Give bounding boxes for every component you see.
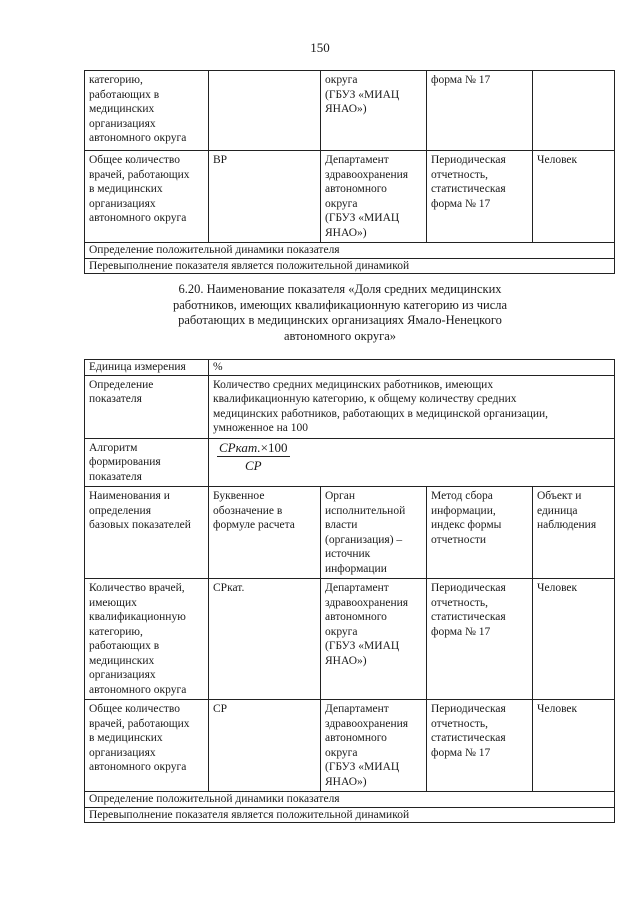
unit-row	[85, 360, 615, 376]
text-line: Объект и	[537, 490, 582, 502]
text-line: Периодическая	[431, 154, 506, 166]
base-indicator-name	[85, 579, 209, 700]
formula-denominator: СР	[244, 458, 262, 473]
collection-method	[427, 700, 533, 792]
header-method	[427, 487, 533, 579]
text-line: округа	[325, 625, 358, 638]
text-line: информации	[325, 562, 387, 575]
text-line: категорию,	[89, 74, 143, 86]
collection-method	[427, 71, 533, 151]
text-line: здравоохранения	[325, 168, 409, 181]
text-line: умноженное на 100	[213, 422, 308, 434]
text-line: показателя	[89, 470, 142, 483]
text-line: Наименования и	[89, 490, 170, 502]
text-line: статистическая	[431, 183, 506, 195]
text-line: в медицинских	[89, 732, 163, 744]
algorithm-row	[85, 438, 615, 487]
text-line: автономного округа»	[283, 328, 396, 343]
table-row	[85, 151, 615, 243]
text-line: Периодическая	[431, 582, 506, 594]
text-line: отчетности	[431, 533, 487, 546]
base-indicator-name	[85, 151, 209, 243]
text-line: автономного округа	[89, 683, 187, 696]
text-line: (ГБУЗ «МИАЦ	[325, 88, 400, 101]
text-line: врачей, работающих	[89, 168, 190, 181]
dynamics-definition-row	[85, 243, 615, 259]
table-row	[85, 71, 615, 151]
text-line: формуле расчета	[213, 519, 295, 531]
text-line: форма № 17	[431, 197, 491, 210]
formula-multiplier: ×100	[260, 439, 288, 455]
formula-numerator-var: СРкат.	[219, 439, 261, 455]
text-line: квалификационную	[89, 611, 186, 623]
text-line: в медицинских	[89, 183, 163, 195]
source-organ	[321, 71, 427, 151]
formula-fraction	[217, 441, 290, 474]
page-number: 150	[310, 40, 330, 55]
text-line: Количество средних медицинских работников, имеющих	[213, 378, 494, 391]
text-line: обозначение в	[213, 504, 283, 517]
section-heading	[120, 282, 560, 344]
dynamics-definition: Определение положительной динамики показателя	[85, 792, 615, 808]
text-line: форма № 17	[431, 74, 491, 86]
text-line: Алгоритм	[89, 441, 138, 454]
text-line: информации,	[431, 504, 496, 517]
text-line: организациях	[89, 117, 156, 130]
text-line: медицинских	[89, 654, 155, 667]
text-line: медицинских	[89, 103, 155, 115]
formula-code: ВР	[209, 151, 321, 243]
header-object	[533, 487, 615, 579]
text-line: (ГБУЗ «МИАЦ	[325, 212, 400, 224]
observation-object	[533, 71, 615, 151]
source-organ	[321, 700, 427, 792]
text-line: формирования	[89, 456, 161, 468]
text-line: определения	[89, 504, 152, 517]
text-line: (ГБУЗ «МИАЦ	[325, 761, 400, 773]
text-line: (ГБУЗ «МИАЦ	[325, 640, 400, 652]
text-line: Департамент	[325, 582, 389, 594]
text-line: индекс формы	[431, 519, 502, 531]
text-line: Орган	[325, 490, 356, 502]
text-line: округа	[325, 74, 358, 86]
text-line: автономного округа	[89, 212, 187, 224]
definition-value	[209, 375, 615, 438]
definition-row	[85, 375, 615, 438]
dynamics-text: Перевыполнение показателя является положительной динамикой	[85, 807, 615, 823]
text-line: работающих в медицинских организациях Ямало-Ненецкого	[178, 313, 502, 327]
text-line: статистическая	[431, 611, 506, 623]
formula-numerator	[217, 441, 290, 458]
text-line: статистическая	[431, 732, 506, 744]
observation-object: Человек	[533, 151, 615, 243]
text-line: медицинских работников, работающих в медицинской организации,	[213, 407, 549, 420]
unit-label: Единица измерения	[85, 360, 209, 376]
algorithm-label	[85, 438, 209, 487]
text-line: базовых показателей	[89, 519, 191, 531]
text-line: Буквенное	[213, 490, 265, 502]
text-line: ЯНАО»)	[325, 775, 367, 788]
text-line: отчетность,	[431, 596, 488, 609]
base-indicator-name	[85, 71, 209, 151]
formula-code: СРкат.	[209, 579, 321, 700]
text-line: округа	[325, 746, 358, 759]
text-line: автономного	[325, 611, 387, 623]
text-line: отчетность,	[431, 717, 488, 730]
text-line: 6.20. Наименование показателя «Доля средних медицинских	[178, 282, 502, 296]
header-organ	[321, 487, 427, 579]
algorithm-formula	[209, 438, 615, 487]
dynamics-text-row	[85, 807, 615, 823]
indicator-table-continued	[84, 70, 615, 274]
text-line: форма № 17	[431, 625, 491, 638]
collection-method	[427, 151, 533, 243]
text-line: Определение	[89, 378, 154, 391]
indicator-table	[84, 359, 615, 823]
text-line: здравоохранения	[325, 717, 409, 730]
text-line: Метод сбора	[431, 490, 493, 502]
text-line: власти	[325, 519, 358, 531]
text-line: работающих в	[89, 88, 160, 101]
header-code	[209, 487, 321, 579]
text-line: автономного округа	[89, 132, 187, 144]
dynamics-text: Перевыполнение показателя является положительной динамикой	[85, 258, 615, 274]
table-row	[85, 700, 615, 792]
header-name	[85, 487, 209, 579]
text-line: источник	[325, 548, 371, 560]
text-line: Периодическая	[431, 703, 506, 715]
text-line: форма № 17	[431, 746, 491, 759]
text-line: категорию,	[89, 625, 143, 638]
text-line: ЯНАО»)	[325, 103, 367, 115]
text-line: наблюдения	[537, 519, 597, 531]
text-line: здравоохранения	[325, 596, 409, 609]
text-line: организациях	[89, 197, 156, 210]
table-row	[85, 579, 615, 700]
text-line: (организация) –	[325, 533, 403, 546]
text-line: организациях	[89, 669, 156, 681]
source-organ	[321, 151, 427, 243]
text-line: Общее количество	[89, 703, 180, 715]
text-line: автономного	[325, 183, 387, 195]
observation-object: Человек	[533, 700, 615, 792]
text-line: работающих в	[89, 640, 160, 652]
dynamics-definition-row	[85, 792, 615, 808]
text-line: ЯНАО»)	[325, 226, 367, 239]
base-indicator-name	[85, 700, 209, 792]
dynamics-definition: Определение положительной динамики показателя	[85, 243, 615, 259]
text-line: врачей, работающих	[89, 717, 190, 730]
observation-object: Человек	[533, 579, 615, 700]
source-organ	[321, 579, 427, 700]
formula-code	[209, 71, 321, 151]
text-line: квалификационную категорию, к общему количеству средних	[213, 393, 517, 405]
text-line: Количество врачей,	[89, 582, 185, 594]
text-line: Общее количество	[89, 154, 180, 166]
text-line: единица	[537, 504, 578, 517]
text-line: организациях	[89, 746, 156, 759]
definition-label	[85, 375, 209, 438]
text-line: округа	[325, 197, 358, 210]
text-line: автономного округа	[89, 761, 187, 773]
text-line: исполнительной	[325, 504, 406, 517]
header-row	[85, 487, 615, 579]
collection-method	[427, 579, 533, 700]
text-line: автономного	[325, 732, 387, 744]
text-line: Департамент	[325, 703, 389, 715]
dynamics-text-row	[85, 258, 615, 274]
text-line: работников, имеющих квалификационную категорию из числа	[172, 297, 508, 312]
formula-code: СР	[209, 700, 321, 792]
text-line: ЯНАО»)	[325, 654, 367, 667]
text-line: имеющих	[89, 596, 137, 609]
text-line: Департамент	[325, 154, 389, 166]
text-line: отчетность,	[431, 168, 488, 181]
text-line: показателя	[89, 393, 142, 405]
unit-value: %	[209, 360, 615, 376]
